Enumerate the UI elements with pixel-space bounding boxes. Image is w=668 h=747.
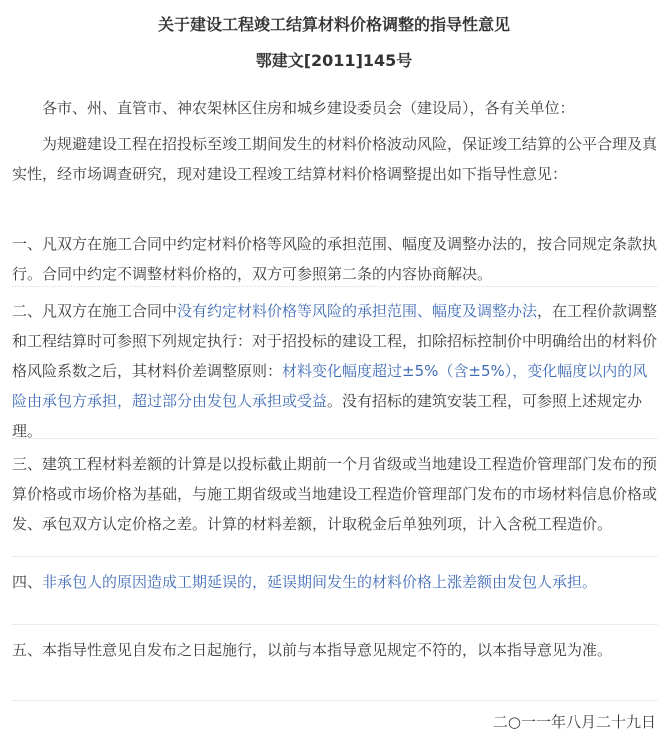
item-five-paragraph: 五、本指导性意见自发布之日起施行，以前与本指导意见规定不符的，以本指导意见为准。 bbox=[12, 641, 613, 659]
item-four-paragraph bbox=[12, 567, 658, 597]
document-number: 鄂建文[2011]145号 bbox=[255, 51, 413, 70]
item-one-paragraph: 一、凡双方在施工合同中约定材料价格等风险的承担范围、幅度及调整办法的，按合同规定条款执行。合同中约定不调整材料价格的，双方可参照第二条的内容协商解决。 bbox=[12, 235, 658, 283]
issue-date: 二○一一年八月二十九日 bbox=[492, 713, 656, 731]
item-two-text-c: ，在工程价款调整和工程结算时可参照下列规定执行：对于招投标的建设工程，扣除招标控制价中明确给出的材料价格风险系数之后，其材料价差调整原则： bbox=[12, 302, 658, 380]
document-title: 关于建设工程竣工结算材料价格调整的指导性意见 bbox=[157, 15, 510, 34]
intro-paragraph: 为规避建设工程在招投标至竣工期间发生的材料价格波动风险，保证竣工结算的公平合理及真实性，经市场调查研究，现对建设工程竣工结算材料价格调整提出如下指导性意见： bbox=[12, 135, 658, 183]
divider bbox=[12, 286, 658, 287]
item-three-paragraph: 三、建筑工程材料差额的计算是以投标截止期前一个月省级或当地建设工程造价管理部门发布的预算价格或市场价格为基础，与施工期省级或当地建设工程造价管理部门发布的市场材料信息价格或发、承包双方认定价格之差。计算的材料差额，计取税金后单独列项，计入含税工程造价。 bbox=[12, 455, 658, 533]
item-two-highlight-scope: 没有约定材料价格等风险的承担范围、幅度及调整办法 bbox=[177, 302, 538, 320]
item-four-highlight: 非承包人的原因造成工期延误的，延误期间发生的材料价格上涨差额由发包人承担。 bbox=[42, 573, 598, 591]
divider bbox=[12, 700, 658, 701]
divider bbox=[12, 624, 658, 625]
item-two-paragraph bbox=[12, 296, 658, 446]
divider bbox=[12, 438, 658, 439]
item-two-text-e: 。没有招标的建筑安装工程，可参照上述规定办理。 bbox=[12, 392, 643, 440]
item-four-number: 四、 bbox=[12, 573, 43, 591]
divider bbox=[12, 556, 658, 557]
item-two-text-a: 二、凡双方在施工合同中 bbox=[12, 302, 178, 320]
item-two-highlight-rule: 材料变化幅度超过±5%（含±5%），变化幅度以内的风险由承包方承担，超过部分由发包人承担或受益 bbox=[12, 362, 648, 410]
address-line: 各市、州、直管市、神农架林区住房和城乡建设委员会（建设局），各有关单位： bbox=[42, 99, 575, 117]
